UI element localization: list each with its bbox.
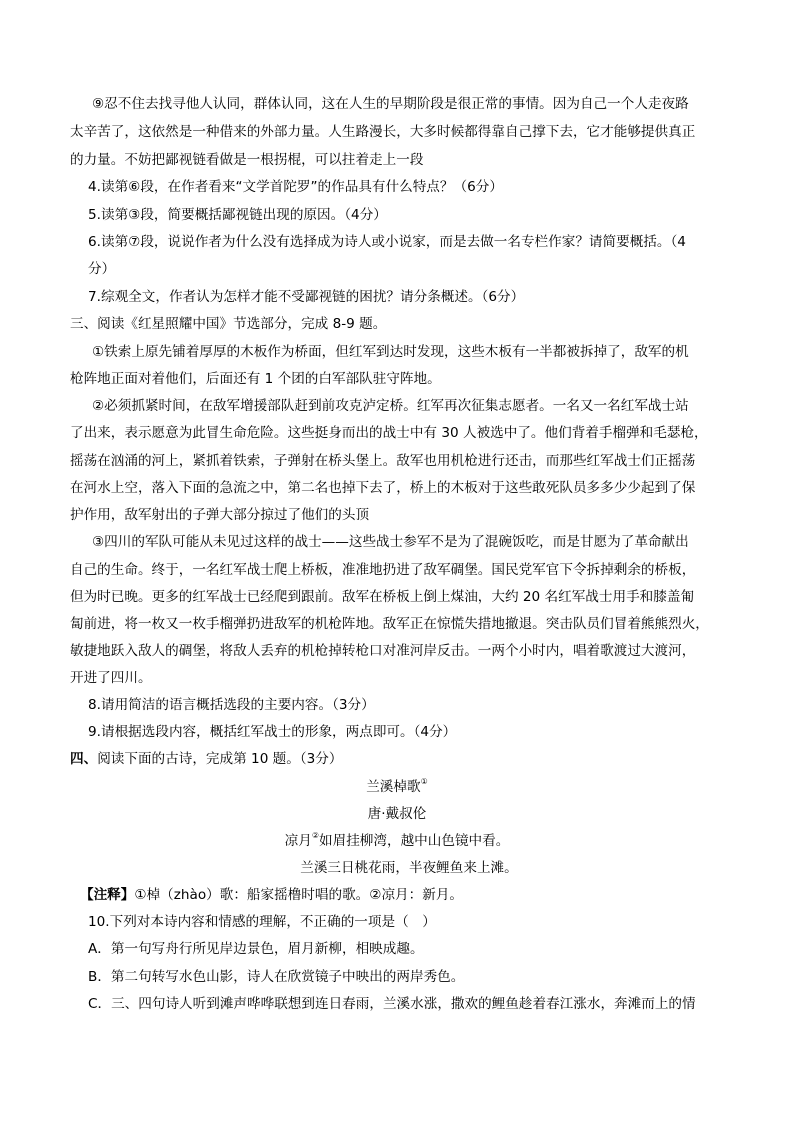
poem-line-1-end: 如眉挂柳湾，越中山色镜中看。 (319, 833, 510, 849)
passage-line-3: 的力量。不妨把鄙视链看做是一根拐棍，可以拄着走上一段 (70, 152, 424, 168)
poem-line-1-start: 凉月 (284, 833, 312, 849)
section-4-number: 四、 (70, 751, 98, 767)
question-4: 4.读第⑥段，在作者看来“文学首陀罗”的作品具有什么特点？（6分） (88, 179, 503, 195)
poem-line-1-note: ② (311, 831, 320, 840)
question-6-cont: 分） (88, 261, 116, 277)
option-c: C．三、四句诗人听到滩声哗哗联想到连日春雨，兰溪水涨，撒欢的鲤鱼趁着春江涨水，奔滩而上的情 (88, 996, 696, 1012)
question-9: 9.请根据选段内容，概括红军战士的形象，两点即可。（4分） (88, 724, 457, 740)
question-7: 7.综观全文，作者认为怎样才能不受鄙视链的困扰？请分条概述。（6分） (88, 289, 525, 305)
option-a: A．第一句写舟行所见岸边景色，眉月新柳，相映成趣。 (88, 941, 424, 957)
poem-title: 兰溪棹歌 (366, 779, 421, 795)
question-6: 6.读第⑦段，说说作者为什么没有选择成为诗人或小说家，而是去做一名专栏作家？请简要概括。（4 (88, 234, 686, 250)
section-3-heading: 三、阅读《红星照耀中国》节选部分，完成 8-9 题。 (70, 316, 387, 332)
poem-title-line (0, 777, 794, 797)
option-b: B．第二句转写水色山影，诗人在欣赏镜子中映出的两岸秀色。 (88, 969, 465, 985)
annotation (80, 885, 463, 905)
annotation-text: ①棹（zhào）歌：船家摇橹时唱的歌。②凉月：新月。 (134, 887, 464, 903)
s3-para1-line-1: ①铁索上原先铺着厚厚的木板作为桥面，但红军到达时发现，这些木板有一半都被拆掉了，敌军的机 (92, 344, 689, 360)
s3-para2-line-2: 了出来，表示愿意为此冒生命危险。这些挺身而出的战士中有 30 人被选中了。他们背着手榴弹和毛瑟枪， (70, 425, 708, 441)
poem-author: 唐·戴叔伦 (367, 806, 427, 822)
s3-para2-line-3: 摇荡在汹涌的河上，紧抓着铁索，子弹射在桥头堡上。敌军也用机枪进行还击，而那些红军战士们正摇荡 (70, 453, 696, 469)
s3-para3-line-4: 匐前进，将一枚又一枚手榴弹扔进敌军的机枪阵地。敌军正在惊慌失措地撤退。突击队员们冒着熊熊烈火， (70, 616, 709, 632)
question-10: 10.下列对本诗内容和情感的理解，不正确的一项是（ ） (88, 914, 436, 930)
section-4-heading-text: 阅读下面的古诗，完成第 10 题。（3分） (97, 751, 343, 767)
question-5: 5.读第③段，简要概括鄙视链出现的原因。（4分） (88, 207, 387, 223)
question-8: 8.请用简洁的语言概括选段的主要内容。（3分） (88, 697, 375, 713)
poem-title-note: ① (420, 777, 428, 786)
s3-para2-line-1: ②必须抓紧时间，在敌军增援部队赶到前攻克泸定桥。红军再次征集志愿者。一名又一名红军战士站 (92, 398, 689, 414)
poem-line-1 (0, 831, 794, 851)
section-4-heading (70, 749, 342, 769)
s3-para1-line-2: 枪阵地正面对着他们，后面还有 1 个团的白军部队驻守阵地。 (70, 371, 441, 387)
s3-para3-line-2: 自己的生命。终于，一名红军战士爬上桥板，准准地扔进了敌军碉堡。国民党军官下令拆掉剩余的桥板， (70, 562, 696, 578)
passage-line-1: ⑨忍不住去找寻他人认同，群体认同，这在人生的早期阶段是很正常的事情。因为自己一个人走夜路 (92, 96, 689, 112)
s3-para3-line-6: 开进了四川。 (70, 670, 152, 686)
s3-para3-line-3: 但为时已晚。更多的红军战士已经爬到跟前。敌军在桥板上倒上煤油，大约 20 名红军战士用手和膝盖匍 (70, 589, 695, 605)
s3-para3-line-1: ③四川的军队可能从未见过这样的战士——这些战士参军不是为了混碗饭吃，而是甘愿为了革命献出 (92, 534, 689, 550)
poem-line-2: 兰溪三日桃花雨，半夜鲤鱼来上滩。 (300, 860, 518, 876)
passage-line-2: 太辛苦了，这依然是一种借来的外部力量。人生路漫长，大多时候都得靠自己撑下去，它才能够提供真正 (70, 124, 696, 140)
annotation-label: 【注释】 (80, 887, 135, 903)
s3-para3-line-5: 敏捷地跃入敌人的碉堡，将敌人丢弃的机枪掉转枪口对准河岸反击。一两个小时内，唱着歌渡过大渡河， (70, 643, 696, 659)
s3-para2-line-5: 护作用，敌军射出的子弹大部分掠过了他们的头顶 (70, 507, 370, 523)
s3-para2-line-4: 在河水上空，落入下面的急流之中，第二名也掉下去了，桥上的木板对于这些敢死队员多多少少起到了保 (70, 480, 696, 496)
